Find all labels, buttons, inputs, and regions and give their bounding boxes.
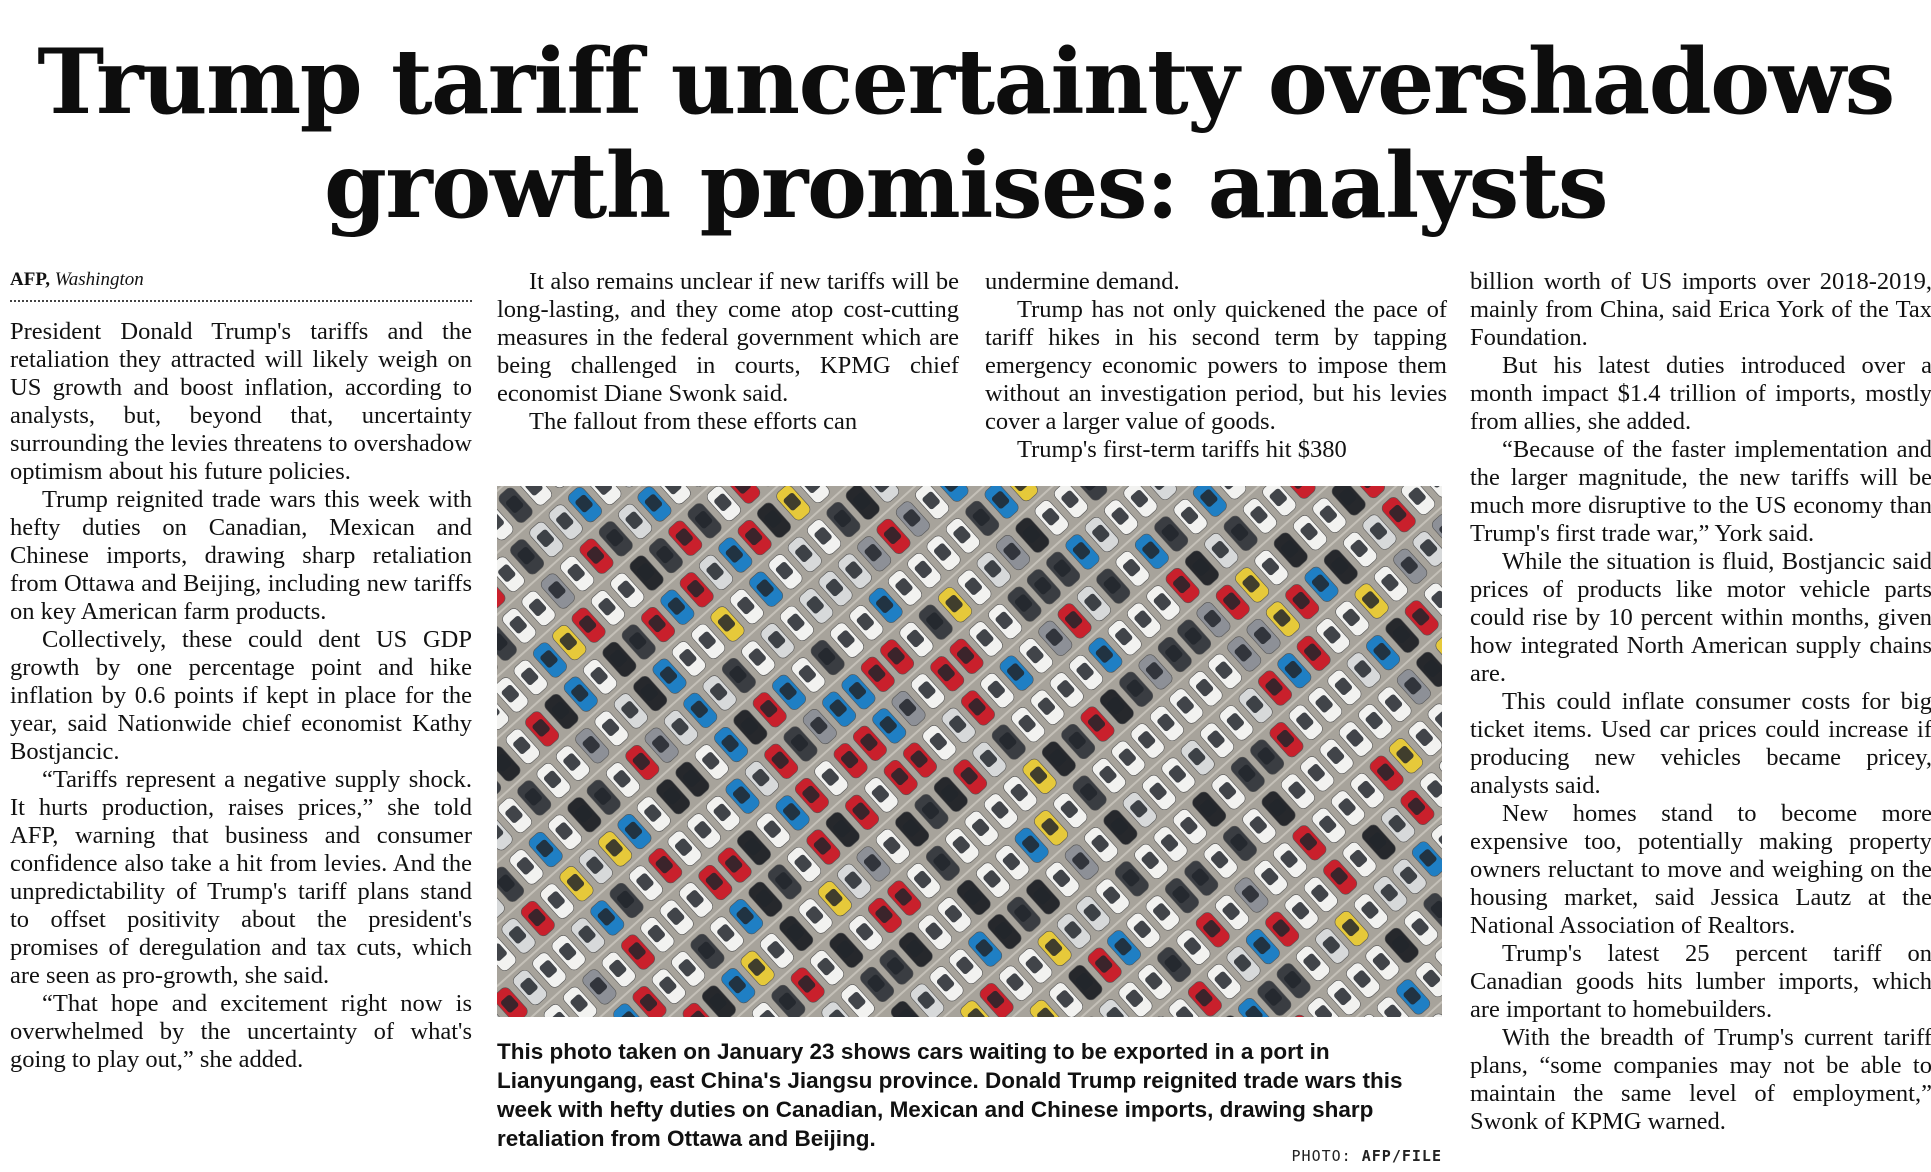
paragraph: President Donald Trump's tariffs and the retaliation they attracted will likely weigh on US growth and boost inflation, according to analysts, but, beyond that, uncertainty surrounding the levies threatens to overshadow optimism about his future policies.: [10, 318, 472, 485]
paragraph: The fallout from these efforts can: [529, 408, 858, 435]
byline: [10, 268, 472, 302]
byline-agency: AFP,: [10, 269, 50, 290]
paragraph: Trump's first-term tariffs hit $380: [1017, 436, 1347, 463]
car-lot-illustration: [497, 486, 1442, 1017]
paragraph: New homes stand to become more expensive too, potentially making property owners reluctant to move and weighing on the housing market, said Jessica Lautz at the National Association of Realtors.: [1470, 800, 1931, 939]
article-column-1: [10, 318, 472, 1074]
headline-line-1: Trump tariff uncertainty overshadows: [37, 29, 1894, 135]
paragraph: But his latest duties introduced over a month impact $1.4 trillion of imports, mostly from allies, she added.: [1470, 352, 1931, 435]
paragraph: Collectively, these could dent US GDP growth by one percentage point and hike inflation by 0.6 points if kept in place for the year, said Nationwide chief economist Kathy Bostjancic.: [10, 626, 472, 765]
paragraph: With the breadth of Trump's current tariff plans, “some companies may not be able to maintain the same level of employment,” Swonk of KPMG warned.: [1470, 1024, 1931, 1135]
article-column-2: [497, 268, 959, 436]
paragraph: billion worth of US imports over 2018-2019, mainly from China, said Erica York of the Tax Foundation.: [1470, 268, 1931, 351]
paragraph: “Because of the faster implementation and the larger magnitude, the new tariffs will be much more disruptive to the US economy than Trump's first trade war,” York said.: [1470, 436, 1931, 547]
paragraph: “That hope and excitement right now is overwhelmed by the uncertainty of what's going to play out,” she added.: [10, 990, 472, 1073]
paragraph: Trump reignited trade wars this week with hefty duties on Canadian, Mexican and Chinese imports, drawing sharp retaliation from Ottawa and Beijing, including new tariffs on key American farm products.: [10, 486, 472, 625]
paragraph: undermine demand.: [985, 268, 1180, 295]
article-column-3: [985, 268, 1447, 464]
paragraph: “Tariffs represent a negative supply shock. It hurts production, raises prices,” she told AFP, warning that business and consumer confidence also take a hit from levies. And the unpredictability of Trump's tariff plans stand to offset positivity about the president's promises of deregulation and tax cuts, which are seen as pro-growth, she said.: [10, 766, 472, 989]
news-photo-parked-cars: [497, 486, 1442, 1017]
paragraph: While the situation is fluid, Bostjancic said prices of products like motor vehicle parts could rise by 10 percent within months, given how integrated North American supply chains are.: [1470, 548, 1931, 687]
headline: [0, 30, 1931, 238]
paragraph: This could inflate consumer costs for big ticket items. Used car prices could increase if producing new vehicles became pricey, analysts said.: [1470, 688, 1931, 799]
byline-place: Washington: [54, 269, 144, 290]
article-column-4: [1470, 268, 1931, 1136]
headline-line-2: growth promises: analysts: [323, 133, 1608, 239]
photo-caption: This photo taken on January 23 shows cars waiting to be exported in a port in Lianyungang, east China's Jiangsu province. Donald Trump reignited trade wars this week with hefty duties on Canadian, Mexican and Chinese imports, drawing sharp retaliation from Ottawa and Beijing.: [497, 1039, 1403, 1151]
photo-credit-source: AFP/FILE: [1361, 1147, 1442, 1165]
photo-credit: [1280, 1147, 1442, 1165]
paragraph: Trump has not only quickened the pace of tariff hikes in his second term by tapping emergency economic powers to impose them without an investigation period, but his levies cover a larger value of goods.: [985, 296, 1447, 435]
photo-credit-prefix: PHOTO:: [1291, 1147, 1352, 1165]
paragraph: Trump's latest 25 percent tariff on Canadian goods hits lumber imports, which are important to homebuilders.: [1470, 940, 1931, 1023]
paragraph: It also remains unclear if new tariffs will be long-lasting, and they come atop cost-cutting measures in the federal government which are being challenged in courts, KPMG chief economist Diane Swonk said.: [497, 268, 959, 407]
